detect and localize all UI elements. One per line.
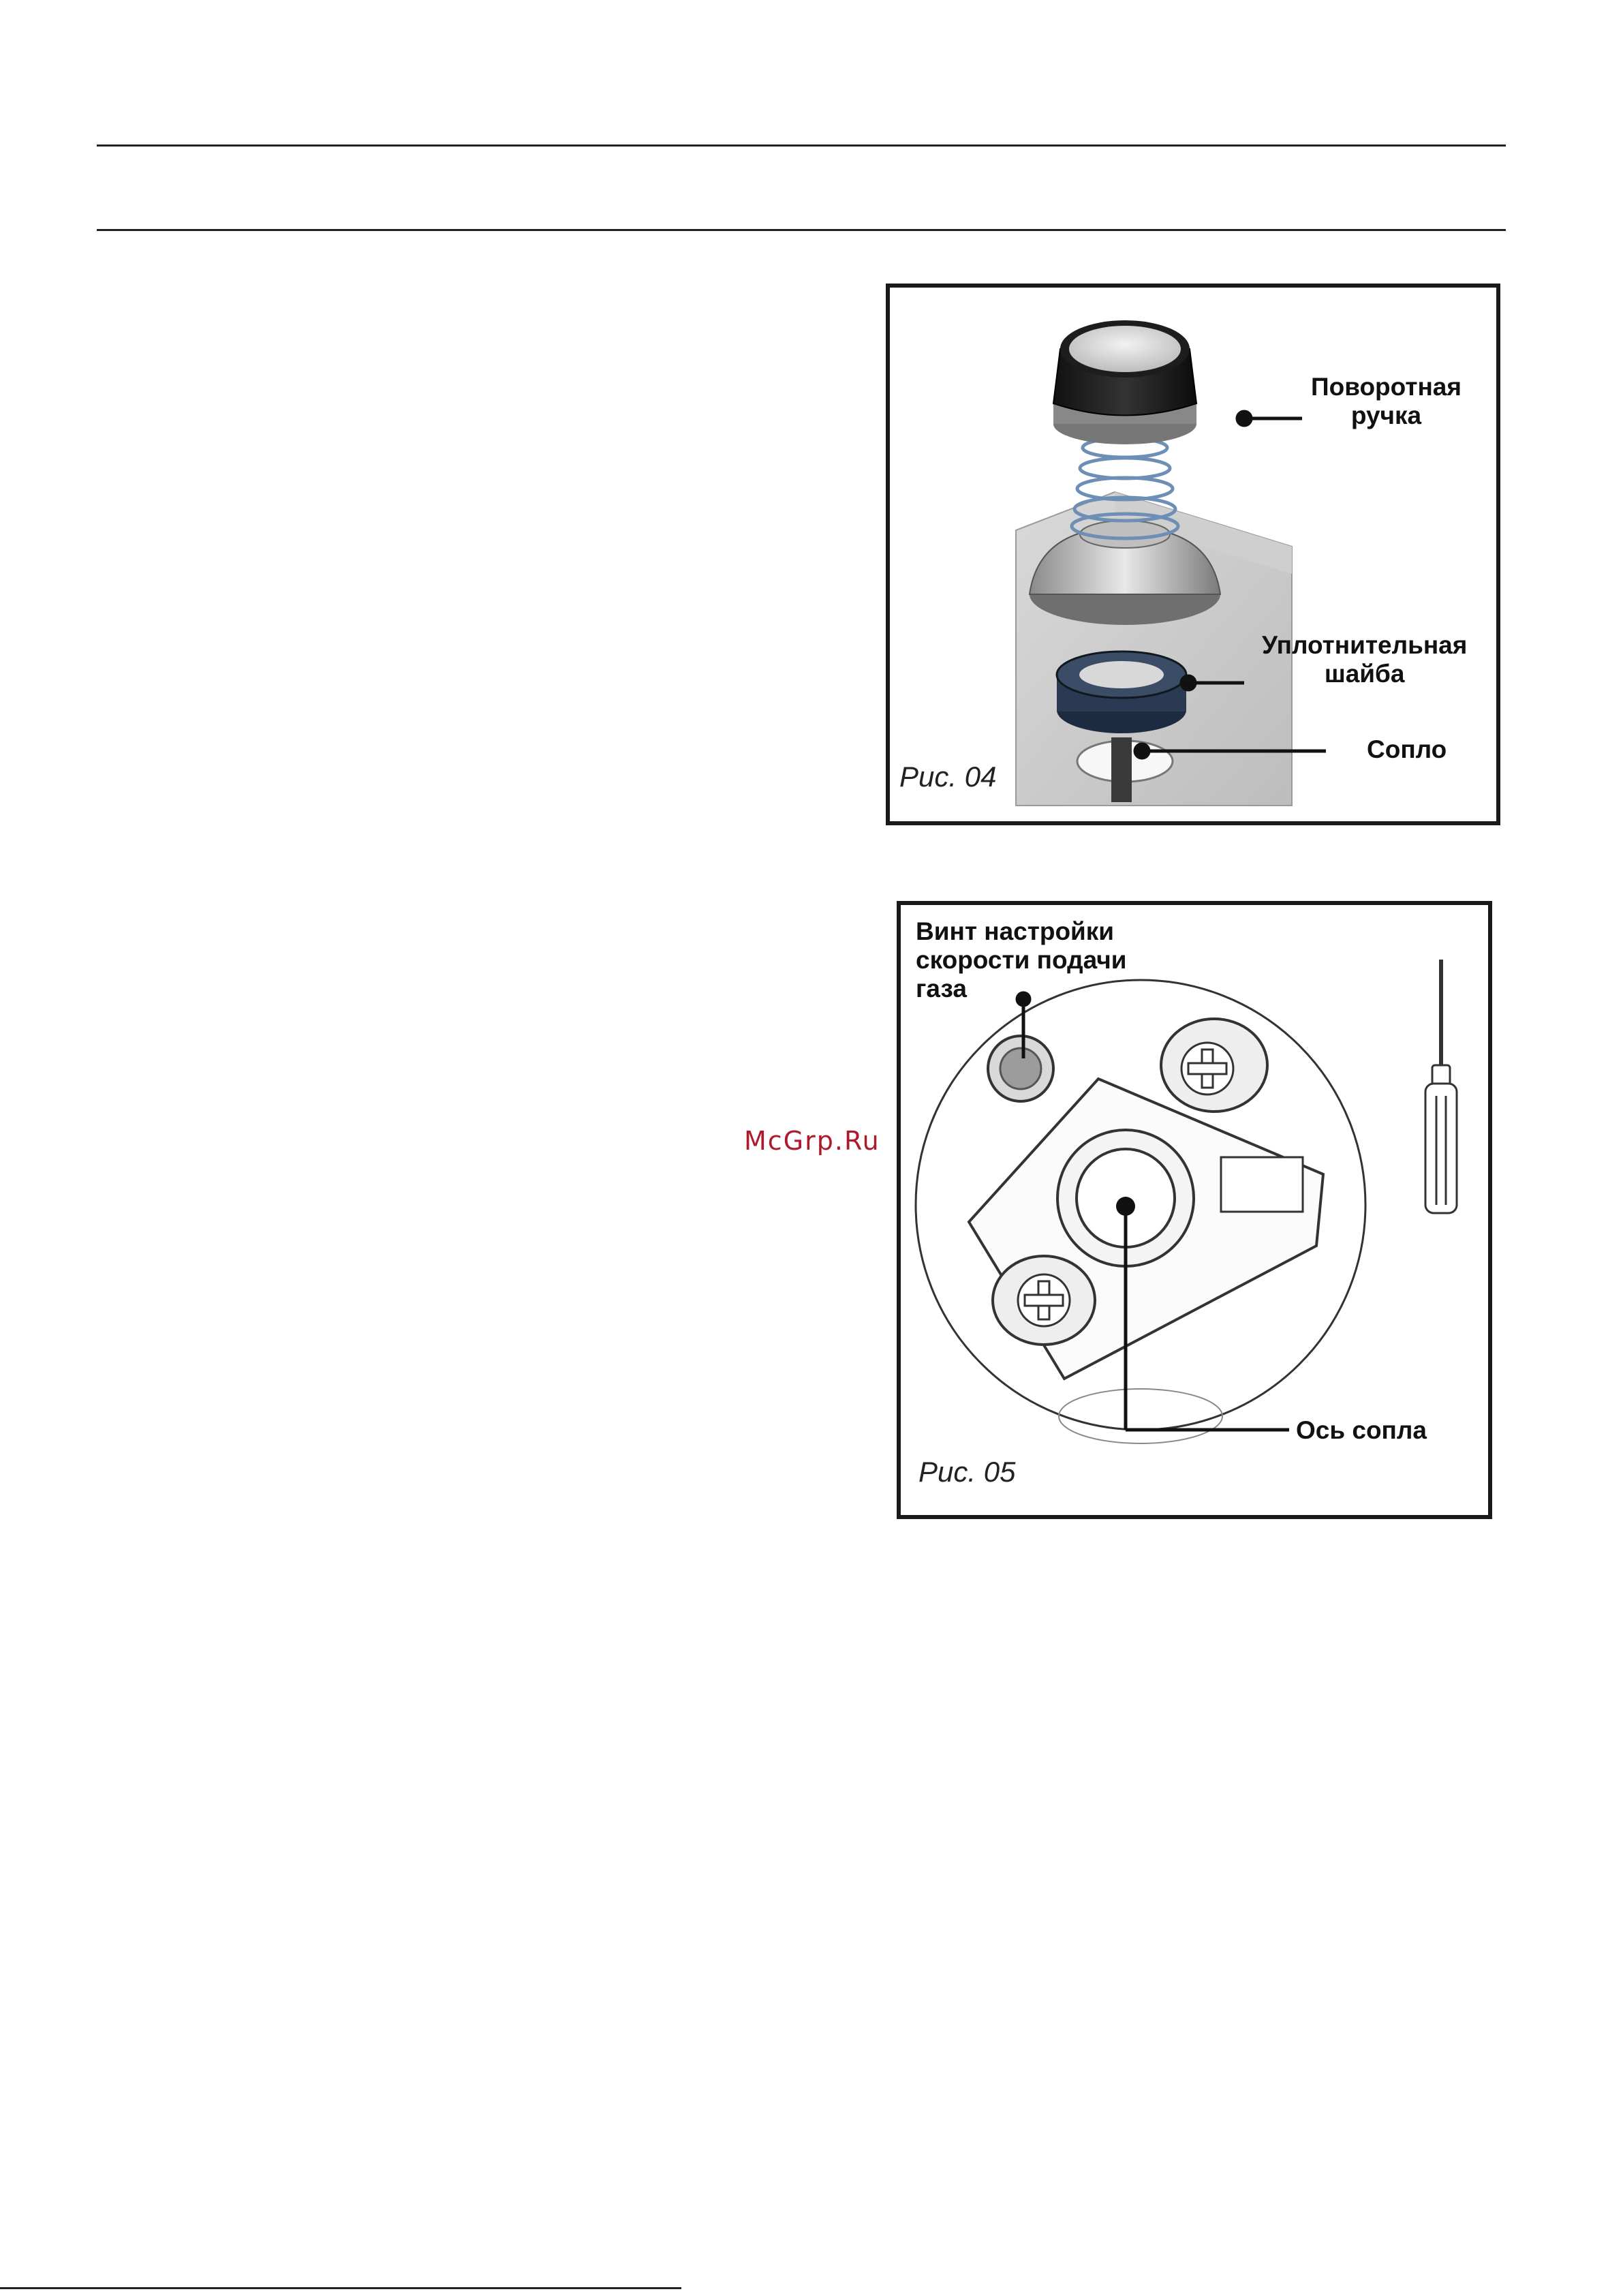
label-nozzle: Сопло <box>1367 735 1447 763</box>
label-sealing-washer: Уплотнительная шайба <box>1262 631 1468 688</box>
header-rule-top <box>97 144 1506 147</box>
screw-upper <box>1181 1043 1233 1095</box>
knob-lens <box>1069 326 1181 372</box>
nozzle-tip <box>1111 737 1132 802</box>
figure-05-caption: Рис. 05 <box>918 1456 1016 1488</box>
figure-05 <box>897 901 1492 1519</box>
screw-lower <box>1018 1274 1070 1326</box>
figure-04-caption: Рис. 04 <box>899 761 997 793</box>
header-rule-bottom <box>97 229 1506 231</box>
label-nozzle-axis: Ось сопла <box>1296 1416 1427 1444</box>
figure-04 <box>886 284 1500 825</box>
watermark: McGrp.Ru <box>744 1126 880 1156</box>
label-adjustment-screw: Винт настройки скорости подачи газа <box>916 917 1127 1002</box>
footer-rule <box>0 2287 681 2289</box>
label-rotary-knob: Поворотная ручка <box>1311 373 1462 429</box>
screwdriver-icon <box>1425 960 1457 1213</box>
